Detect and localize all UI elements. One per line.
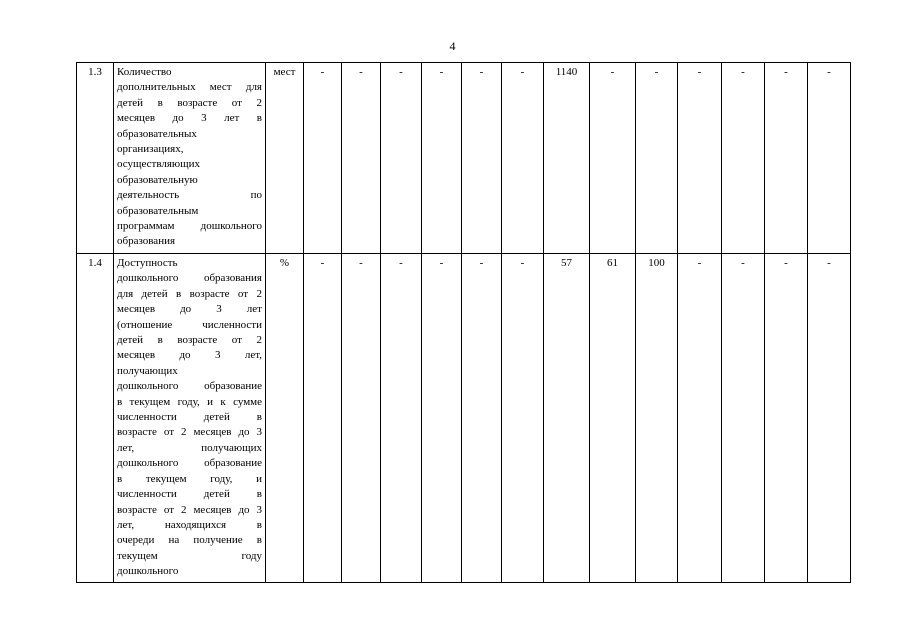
value-cell: 61 bbox=[590, 254, 636, 583]
value-cell: - bbox=[808, 254, 851, 583]
indicator-description bbox=[114, 63, 266, 254]
value-cell: - bbox=[722, 254, 765, 583]
page-number: 4 bbox=[449, 39, 456, 53]
description-line: образования bbox=[117, 235, 176, 248]
description-line: Количество bbox=[117, 66, 172, 78]
value-cell: - bbox=[502, 254, 544, 583]
value-cell: - bbox=[304, 63, 342, 254]
value-cell: - bbox=[765, 254, 808, 583]
value-cell: - bbox=[304, 254, 342, 583]
description-line: деятельность по bbox=[117, 189, 262, 202]
value-cell: - bbox=[462, 254, 502, 583]
description-line: возрасте от 2 месяцев до 3 bbox=[117, 503, 262, 516]
value-cell: - bbox=[422, 254, 462, 583]
value-cell: - bbox=[765, 63, 808, 254]
value-cell: - bbox=[722, 63, 765, 254]
value-cell: - bbox=[462, 63, 502, 254]
description-line: дополнительных мест для bbox=[117, 81, 262, 94]
value-cell: - bbox=[636, 63, 678, 254]
description-line: образовательную bbox=[117, 173, 198, 186]
description-line: в текущем году, и bbox=[117, 472, 262, 485]
description-line: организациях, bbox=[117, 143, 184, 156]
table-row bbox=[77, 254, 851, 583]
description-line: месяцев до 3 лет bbox=[117, 303, 262, 316]
value-cell: 100 bbox=[636, 254, 678, 583]
value-cell: - bbox=[342, 63, 381, 254]
description-line: образовательных bbox=[117, 127, 197, 140]
value-cell: - bbox=[342, 254, 381, 583]
value-cell: 57 bbox=[544, 254, 590, 583]
value-cell: - bbox=[808, 63, 851, 254]
description-line: лет, находящихся в bbox=[117, 518, 262, 531]
description-line: численности детей в bbox=[117, 411, 262, 424]
table-row bbox=[77, 63, 851, 254]
unit-of-measure: % bbox=[266, 254, 304, 583]
value-cell: - bbox=[678, 254, 722, 583]
description-line: месяцев до 3 лет в bbox=[117, 112, 262, 125]
description-line: программам дошкольного bbox=[117, 220, 262, 233]
description-line: Доступность bbox=[117, 257, 178, 269]
description-line: образовательным bbox=[117, 204, 199, 217]
value-cell: - bbox=[381, 63, 422, 254]
description-line: детей в возрасте от 2 bbox=[117, 96, 262, 109]
description-line: дошкольного образование bbox=[117, 380, 262, 393]
description-line: текущем году bbox=[117, 549, 262, 562]
description-line: дошкольного образования bbox=[117, 272, 262, 285]
description-line: очереди на получение в bbox=[117, 534, 262, 547]
value-cell: 1140 bbox=[544, 63, 590, 254]
description-line: численности детей в bbox=[117, 488, 262, 501]
description-line: возрасте от 2 месяцев до 3 bbox=[117, 426, 262, 439]
description-line: осуществляющих bbox=[117, 158, 200, 171]
description-line: месяцев до 3 лет, bbox=[117, 349, 262, 362]
value-cell: - bbox=[381, 254, 422, 583]
description-line: дошкольного bbox=[117, 565, 179, 578]
description-line: детей в возрасте от 2 bbox=[117, 334, 262, 347]
value-cell: - bbox=[590, 63, 636, 254]
description-line: в текущем году, и к сумме bbox=[117, 395, 262, 408]
description-line: лет, получающих bbox=[117, 441, 262, 454]
row-number: 1.4 bbox=[77, 254, 114, 583]
value-cell: - bbox=[502, 63, 544, 254]
unit-of-measure: мест bbox=[266, 63, 304, 254]
row-number: 1.3 bbox=[77, 63, 114, 254]
indicator-description bbox=[114, 254, 266, 583]
description-line: получающих bbox=[117, 364, 178, 377]
value-cell: - bbox=[422, 63, 462, 254]
description-line: дошкольного образование bbox=[117, 457, 262, 470]
value-cell: - bbox=[678, 63, 722, 254]
indicators-table bbox=[76, 62, 851, 583]
description-line: (отношение численности bbox=[117, 318, 262, 331]
description-line: для детей в возрасте от 2 bbox=[117, 287, 262, 300]
